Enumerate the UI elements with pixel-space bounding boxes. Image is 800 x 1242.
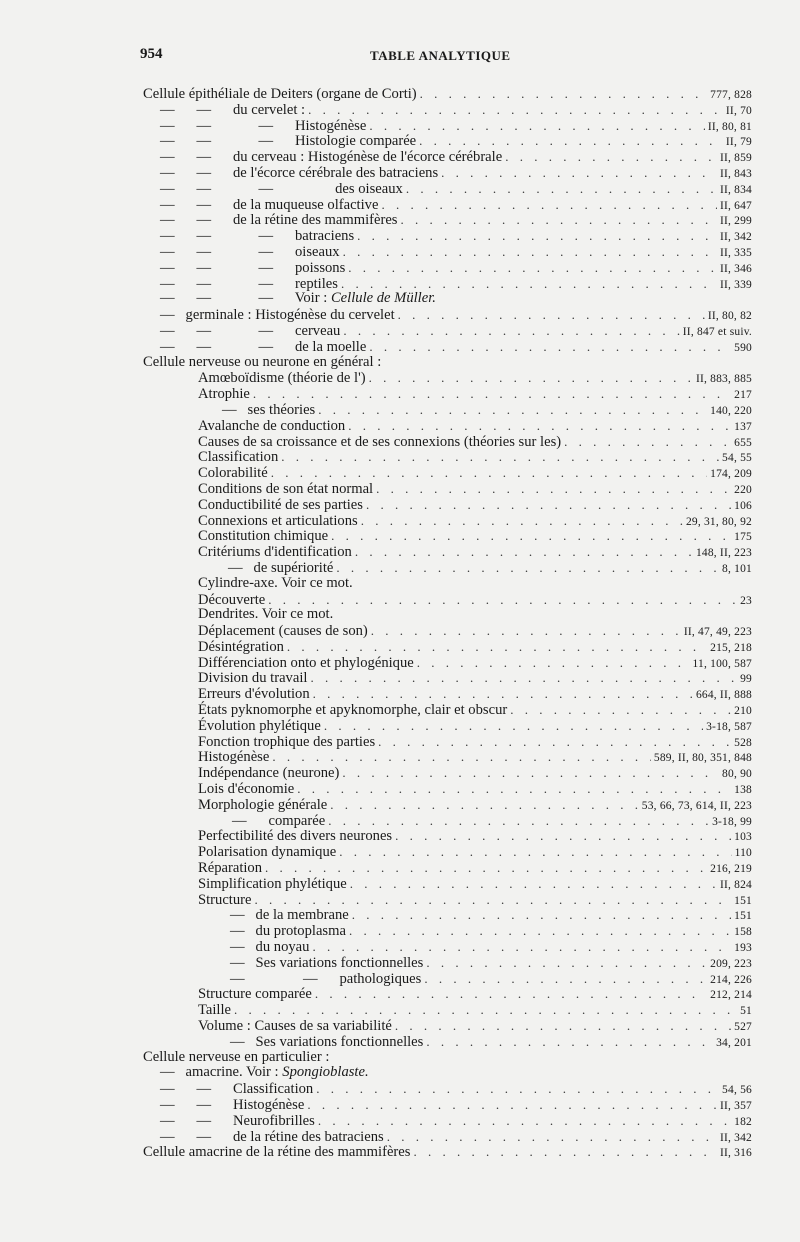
leader-dots: [316, 1081, 719, 1097]
index-entry: [0, 323, 800, 339]
index-entry: [0, 955, 800, 971]
running-title: TABLE ANALYTIQUE: [370, 48, 511, 63]
index-entry: [0, 860, 800, 876]
index-entry: [0, 813, 800, 829]
leader-dots: [371, 623, 681, 639]
index-entry: [0, 592, 800, 608]
page-reference: II, 834: [719, 183, 752, 196]
index-entry: [0, 1144, 800, 1160]
index-entry: [0, 1050, 800, 1066]
page-reference: II, 80, 81: [707, 120, 752, 133]
page-reference: II, 79: [725, 136, 752, 149]
leader-dots: [343, 323, 679, 339]
page-reference: II, 299: [719, 215, 752, 228]
page-reference: 3-18, 587: [706, 720, 752, 733]
page-reference: 53, 66, 73, 614, II, 223: [641, 799, 752, 812]
index-entry: [0, 102, 800, 118]
leader-dots: [395, 1018, 731, 1034]
entry-text: Simplification phylétique: [198, 875, 347, 892]
entry-text: États pyknomorphe et apyknomorphe, clair et obscur: [198, 702, 508, 719]
entry-text: — — — de la moelle: [160, 338, 367, 355]
page-reference: 216, 219: [710, 863, 752, 876]
leader-dots: [315, 986, 707, 1002]
entry-text: Cellule amacrine de la rétine des mammifères: [143, 1144, 411, 1161]
page-reference: 80, 90: [722, 768, 752, 781]
index-entry: [0, 828, 800, 844]
entry-text: — de la membrane: [230, 907, 349, 924]
page-reference: 51: [740, 1005, 752, 1018]
entry-text: — — Classification: [160, 1081, 314, 1098]
entry-text: — — — oiseaux: [160, 243, 340, 260]
leader-dots: [234, 1002, 737, 1018]
entry-text: Évolution phylétique: [198, 717, 321, 734]
index-entry: [0, 1097, 800, 1113]
leader-dots: [313, 686, 693, 702]
page-reference: 110: [734, 847, 752, 860]
page-header: [0, 46, 800, 68]
page-reference: 210: [734, 705, 752, 718]
leader-dots: [350, 876, 717, 892]
index-entry: [0, 386, 800, 402]
page-reference: 193: [734, 942, 752, 955]
index-entry: [0, 986, 800, 1002]
index-entry: [0, 939, 800, 955]
page-reference: 34, 201: [716, 1036, 752, 1049]
index-entry: [0, 1113, 800, 1129]
index-entry: [0, 244, 800, 260]
page-reference: II, 346: [719, 262, 752, 275]
leader-dots: [331, 528, 731, 544]
leader-dots: [324, 718, 703, 734]
index-entry: [0, 655, 800, 671]
leader-dots: [312, 939, 731, 955]
page-reference: II, 342: [719, 1131, 752, 1144]
page-reference: II, 47, 49, 223: [683, 626, 752, 639]
page-reference: 777, 828: [710, 89, 752, 101]
entry-text: Division du travail: [198, 670, 308, 687]
entry-text: Classification: [198, 449, 279, 466]
entry-text: Taille: [198, 1002, 232, 1019]
index-entry: [0, 276, 800, 292]
page-reference: 209, 223: [710, 957, 752, 970]
entry-text: Connexions et articulations: [198, 512, 358, 529]
entry-text: — — — Histogénèse: [160, 117, 367, 134]
page-reference: 589, II, 80, 351, 848: [653, 752, 752, 765]
leader-dots: [369, 118, 705, 134]
index-entry: [0, 307, 800, 323]
index-entry: [0, 781, 800, 797]
entry-text: Structure: [198, 891, 252, 908]
index-entry: [0, 370, 800, 386]
leader-dots: [510, 702, 731, 718]
leader-dots: [564, 434, 731, 450]
page-reference: II, 335: [719, 246, 752, 259]
leader-dots: [355, 544, 693, 560]
page-reference: 8, 101: [722, 562, 752, 575]
leader-dots: [424, 971, 707, 987]
index-entry: [0, 291, 800, 307]
entry-text: — — de la rétine des mammifères: [160, 212, 398, 229]
index-entry: [0, 623, 800, 639]
index-entry: [0, 86, 800, 102]
index-entry: [0, 702, 800, 718]
entry-text: Désintégration: [198, 638, 284, 655]
entry-text: Cellule épithéliale de Deiters (organe de Corti): [143, 86, 417, 102]
index-entry: [0, 765, 800, 781]
index-entry: [0, 749, 800, 765]
leader-dots: [349, 923, 731, 939]
index-entry: [0, 418, 800, 434]
leader-dots: [361, 513, 683, 529]
index-entry: [0, 876, 800, 892]
entry-text: Perfectibilité des divers neurones: [198, 828, 393, 845]
leader-dots: [348, 418, 731, 434]
index-entry: [0, 923, 800, 939]
index-entry: [0, 1002, 800, 1018]
index-entry: [0, 718, 800, 734]
leader-dots: [268, 592, 737, 608]
page-reference: 214, 226: [710, 973, 752, 986]
leader-dots: [348, 260, 717, 276]
entry-text: — — Histogénèse: [160, 1097, 305, 1113]
page-reference: 54, 55: [722, 452, 752, 465]
page-reference: 664, II, 888: [695, 689, 752, 702]
index-entry: [0, 639, 800, 655]
leader-dots: [381, 197, 716, 213]
leader-dots: [318, 402, 707, 418]
entry-text: Cylindre-axe. Voir ce mot.: [198, 574, 353, 591]
leader-dots: [297, 781, 731, 797]
leader-dots: [426, 955, 707, 971]
index-entry: [0, 734, 800, 750]
leader-dots: [281, 449, 719, 465]
index-entry: [0, 339, 800, 355]
index-entry: [0, 497, 800, 513]
entry-text: — ses théories: [222, 401, 316, 418]
entry-text: — — pathologiques: [230, 970, 422, 987]
page-reference: 528: [734, 736, 752, 749]
entry-text: Atrophie: [198, 386, 250, 403]
entry-text: — — — batraciens: [160, 228, 355, 245]
index-entry: [0, 1129, 800, 1145]
page-reference: 148, II, 223: [695, 547, 752, 560]
page-reference: 54, 56: [722, 1084, 752, 1097]
index-entry: [0, 197, 800, 213]
index-entry: [0, 181, 800, 197]
leader-dots: [343, 244, 717, 260]
index-entry: [0, 797, 800, 813]
entry-text: Indépendance (neurone): [198, 765, 340, 782]
index-entry: [0, 118, 800, 134]
index-entry: [0, 544, 800, 560]
index-entry: [0, 892, 800, 908]
entry-text: Volume : Causes de sa variabilité: [198, 1018, 392, 1035]
entry-text: — — du cervelet :: [160, 101, 306, 118]
index-entry: [0, 513, 800, 529]
entry-text: — — — Voir :: [160, 290, 331, 307]
page-number: 954: [140, 46, 163, 62]
page-reference: 138: [734, 784, 752, 797]
index-entry: [0, 670, 800, 686]
leader-dots: [318, 1113, 731, 1129]
leader-dots: [398, 307, 705, 323]
entry-text: — — — reptiles: [160, 275, 338, 292]
page-reference: II, 824: [719, 878, 752, 891]
page-reference: 11, 100, 587: [692, 657, 752, 670]
index-entry: [0, 1065, 800, 1081]
index-entry: [0, 133, 800, 149]
entry-text: Cellule nerveuse ou neurone en général :: [143, 353, 382, 370]
entry-text: Colorabilité: [198, 465, 268, 482]
index-entry: [0, 686, 800, 702]
entry-text: Déplacement (causes de son): [198, 623, 368, 640]
index-entry: [0, 971, 800, 987]
page-reference: II, 883, 885: [695, 373, 752, 386]
leader-dots: [328, 813, 709, 829]
leader-dots: [387, 1129, 717, 1145]
index-entry: [0, 434, 800, 450]
entry-text: — — — cerveau: [160, 322, 341, 339]
index-entry: [0, 449, 800, 465]
page-reference: II, 647: [719, 199, 752, 212]
entry-text: — — — des oiseaux: [160, 180, 403, 197]
entry-text: Structure comparée: [198, 986, 312, 1003]
leader-dots: [253, 386, 731, 402]
index-entry: [0, 1081, 800, 1097]
entry-text: Amœboïdisme (théorie de l'): [198, 370, 366, 387]
entry-text: — — de la rétine des batraciens: [160, 1128, 384, 1145]
entry-text: Cellule nerveuse en particulier :: [143, 1048, 330, 1065]
index-entry: [0, 260, 800, 276]
page-reference: 182: [734, 1115, 752, 1128]
leader-dots: [400, 212, 716, 228]
index-entry: [0, 481, 800, 497]
index-entry: [0, 607, 800, 623]
index-entry: [0, 576, 800, 592]
page-reference: 655: [734, 436, 752, 449]
leader-dots: [413, 1144, 717, 1160]
leader-dots: [417, 655, 690, 671]
entry-text: Histogénèse: [198, 749, 270, 766]
page-reference: II, 357: [719, 1100, 752, 1112]
page-reference: 29, 31, 80, 92: [685, 515, 752, 528]
leader-dots: [376, 481, 731, 497]
index-entry: [0, 402, 800, 418]
entry-italic-text: Spongioblaste.: [282, 1064, 369, 1081]
entry-text: — du noyau: [230, 939, 310, 956]
page-reference: 527: [734, 1021, 752, 1034]
leader-dots: [265, 860, 707, 876]
entry-text: Causes de sa croissance et de ses connexions (théories sur les): [198, 433, 562, 450]
page-reference: 158: [734, 926, 752, 939]
entry-text: — — du cerveau : Histogénèse de l'écorce cérébrale: [160, 149, 503, 166]
page-reference: 212, 214: [710, 989, 752, 1002]
page-reference: 174, 209: [710, 468, 752, 481]
leader-dots: [352, 907, 731, 923]
page-reference: 103: [734, 831, 752, 844]
page-reference: 215, 218: [710, 641, 752, 654]
leader-dots: [357, 228, 717, 244]
index-entry: [0, 560, 800, 576]
leader-dots: [271, 465, 707, 481]
leader-dots: [419, 133, 723, 149]
leader-dots: [426, 1034, 713, 1050]
entry-text: Polarisation dynamique: [198, 844, 337, 861]
leader-dots: [395, 828, 731, 844]
leader-dots: [369, 339, 731, 355]
page-reference: II, 70: [725, 104, 752, 117]
leader-dots: [420, 86, 707, 102]
page-reference: II, 339: [719, 278, 752, 291]
leader-dots: [272, 749, 651, 765]
leader-dots: [342, 765, 719, 781]
page-reference: 140, 220: [710, 404, 752, 417]
page-reference: II, 316: [719, 1147, 752, 1160]
page-reference: 175: [734, 531, 752, 544]
entry-text: Lois d'économie: [198, 781, 295, 798]
page-reference: 220: [734, 483, 752, 496]
leader-dots: [310, 670, 737, 686]
index-entry: [0, 1034, 800, 1050]
entry-text: — Ses variations fonctionnelles: [230, 1033, 424, 1050]
leader-dots: [336, 560, 719, 576]
leader-dots: [406, 181, 717, 197]
index-entry: [0, 228, 800, 244]
page-reference: 137: [734, 420, 752, 433]
entry-text: — — de l'écorce cérébrale des batraciens: [160, 164, 439, 181]
page-reference: II, 843: [719, 167, 752, 180]
leader-dots: [255, 892, 732, 908]
entry-text: Dendrites. Voir ce mot.: [198, 606, 334, 623]
index-entry: [0, 212, 800, 228]
entry-text: — Ses variations fonctionnelles: [230, 954, 424, 971]
leader-dots: [366, 497, 731, 513]
index-entry: [0, 1018, 800, 1034]
page-reference: 3-18, 99: [712, 815, 752, 828]
entry-text: — — — poissons: [160, 259, 346, 276]
leader-dots: [505, 149, 717, 165]
page-reference: 23: [740, 594, 752, 607]
entry-text: Conductibilité de ses parties: [198, 496, 363, 513]
index-entry: [0, 149, 800, 165]
entry-text: Découverte: [198, 591, 266, 608]
page-reference: II, 859: [719, 152, 752, 165]
entry-italic-text: Cellule de Müller.: [330, 290, 436, 307]
entry-text: — — de la muqueuse olfactive: [160, 196, 379, 213]
entry-text: Différenciation onto et phylogénique: [198, 654, 414, 671]
index-entry: [0, 355, 800, 371]
page-reference: 151: [734, 910, 752, 923]
entry-text: Constitution chimique: [198, 528, 329, 545]
page-reference: 106: [734, 499, 752, 512]
index-entry: [0, 844, 800, 860]
page-reference: II, 342: [719, 231, 752, 244]
entry-text: — du protoplasma: [230, 923, 346, 940]
entry-text: Critériums d'identification: [198, 544, 352, 561]
index-entries: [0, 86, 800, 1160]
entry-text: Avalanche de conduction: [198, 417, 346, 434]
page-reference: 590: [734, 341, 752, 354]
entry-text: Réparation: [198, 860, 263, 877]
leader-dots: [287, 639, 707, 655]
page-reference: 217: [734, 389, 752, 402]
index-entry: [0, 528, 800, 544]
page-reference: II, 80, 82: [707, 310, 752, 323]
leader-dots: [441, 165, 717, 181]
index-entry: [0, 907, 800, 923]
index-entry: [0, 465, 800, 481]
entry-text: — — Neurofibrilles: [160, 1112, 315, 1129]
entry-text: Conditions de son état normal: [198, 480, 374, 497]
leader-dots: [307, 1097, 717, 1113]
page-reference: 151: [734, 894, 752, 907]
index-entry: [0, 165, 800, 181]
leader-dots: [308, 102, 723, 118]
leader-dots: [378, 734, 731, 750]
leader-dots: [369, 370, 693, 386]
leader-dots: [339, 844, 731, 860]
entry-text: — germinale : Histogénèse du cervelet: [160, 307, 395, 324]
entry-text: — amacrine. Voir :: [160, 1064, 283, 1081]
entry-text: — comparée: [232, 812, 326, 829]
entry-text: Erreurs d'évolution: [198, 686, 310, 703]
entry-text: Fonction trophique des parties: [198, 733, 376, 750]
leader-dots: [330, 797, 639, 813]
leader-dots: [341, 276, 717, 292]
entry-text: — de supériorité: [228, 559, 334, 576]
entry-text: — — — Histologie comparée: [160, 133, 417, 150]
page-reference: II, 847 et suiv.: [682, 325, 752, 338]
entry-text: Morphologie générale: [198, 796, 328, 813]
page-reference: 99: [740, 673, 752, 686]
